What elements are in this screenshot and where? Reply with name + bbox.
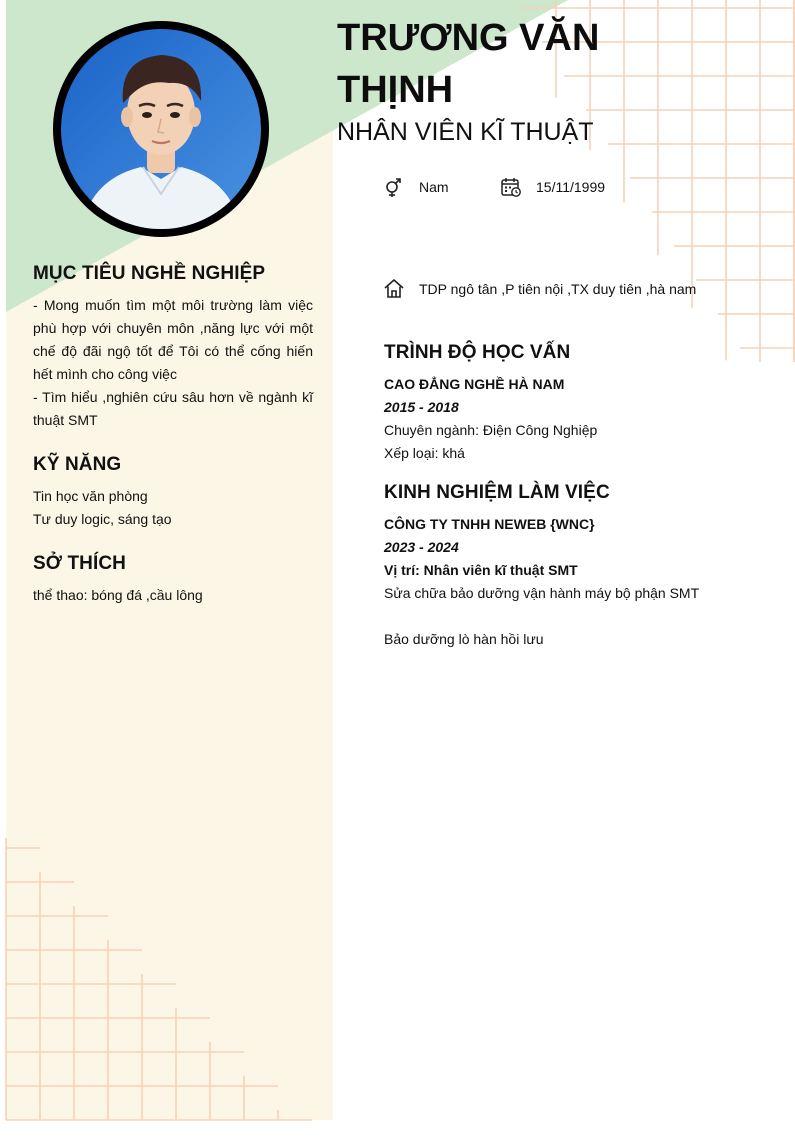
skill-item: Tin học văn phòng	[33, 488, 148, 504]
birthday-row	[500, 176, 605, 198]
experience-title: KINH NGHIỆM LÀM VIỆC	[384, 482, 610, 503]
education-school: CAO ĐẲNG NGHỀ HÀ NAM	[384, 376, 565, 392]
education-period: 2015 - 2018	[384, 399, 459, 415]
objective-paragraph-1: - Mong muốn tìm một môi trường làm việc phù hợp với chuyên môn ,năng lực với một chế độ đãi ngộ tốt để Tôi có thể cống hiến hết mình cho công việc	[33, 297, 313, 382]
experience-duty: Bảo dưỡng lò hàn hồi lưu	[384, 631, 544, 647]
gender-icon	[383, 176, 405, 198]
gender-value: Nam	[419, 179, 449, 195]
education-grade: Xếp loại: khá	[384, 445, 465, 461]
education-major: Chuyên ngành: Điện Công Nghiệp	[384, 422, 598, 438]
hobbies-text: thể thao: bóng đá ,cầu lông	[33, 587, 203, 603]
objective-text	[33, 294, 313, 432]
gender-row	[383, 176, 449, 198]
education-block	[384, 373, 597, 465]
avatar-frame	[53, 21, 269, 237]
experience-period: 2023 - 2024	[384, 539, 459, 555]
experience-block	[384, 513, 699, 651]
hobbies-title: SỞ THÍCH	[33, 553, 127, 574]
birthday-value: 15/11/1999	[536, 179, 606, 195]
experience-duty: Sửa chữa bảo dưỡng vận hành máy bộ phận SMT	[384, 585, 700, 601]
candidate-name: TRƯƠNG VĂN THỊNH	[337, 17, 600, 111]
experience-company: CÔNG TY TNHH NEWEB {WNC}	[384, 516, 595, 532]
objective-title: MỤC TIÊU NGHỀ NGHIỆP	[33, 263, 266, 284]
home-icon	[383, 278, 405, 300]
job-title: NHÂN VIÊN KĨ THUẬT	[337, 118, 594, 146]
objective-paragraph-2: - Tìm hiểu ,nghiên cứu sâu hơn về ngành kĩ thuật SMT	[33, 389, 313, 428]
calendar-icon	[500, 176, 522, 198]
skill-item: Tư duy logic, sáng tạo	[33, 511, 172, 527]
experience-position: Vị trí: Nhân viên kĩ thuật SMT	[384, 562, 578, 578]
education-title: TRÌNH ĐỘ HỌC VẤN	[384, 342, 571, 363]
address-value: TDP ngô tân ,P tiên nội ,TX duy tiên ,hà nam	[419, 281, 697, 297]
experience-spacer	[384, 605, 699, 628]
skills-title: KỸ NĂNG	[33, 454, 122, 475]
avatar	[61, 29, 261, 229]
skills-list	[33, 485, 172, 531]
address-row	[383, 278, 696, 300]
